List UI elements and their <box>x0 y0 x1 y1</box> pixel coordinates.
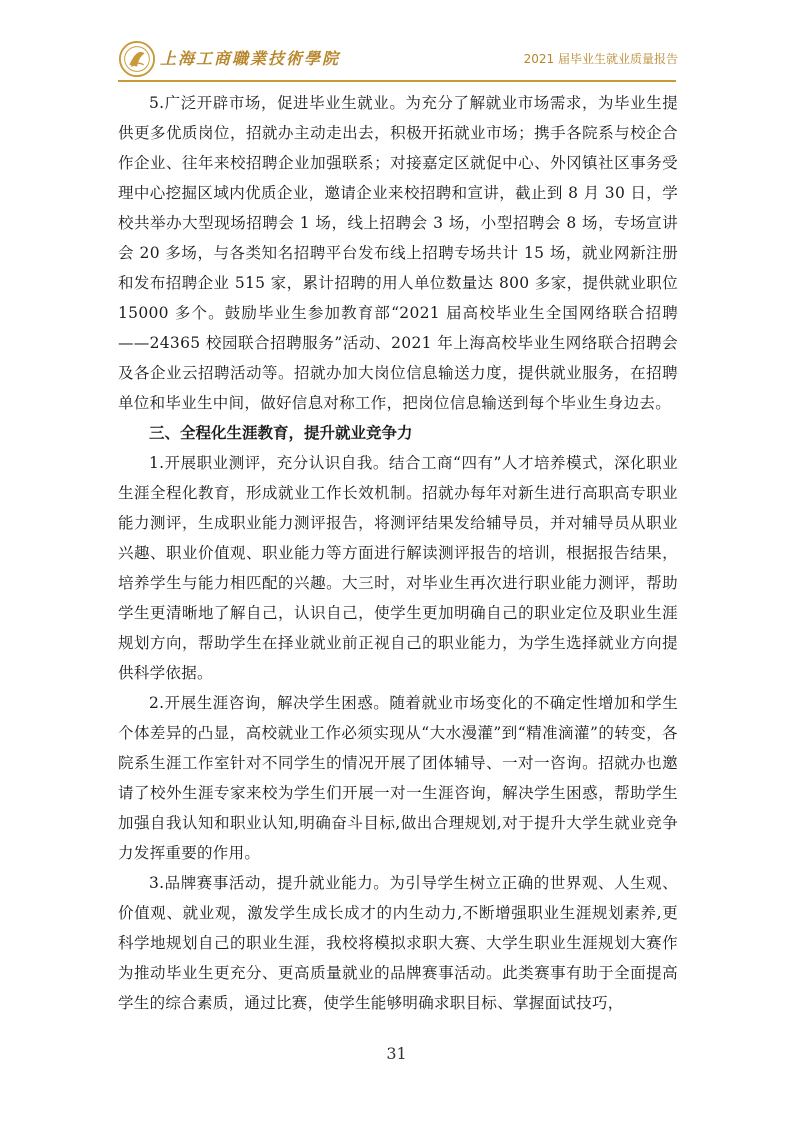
paragraph-counseling: 2.开展生涯咨询，解决学生困惑。随着就业市场变化的不确定性增加和学生个体差异的凸显，高校就业工作必须实现从“大水漫灌”到“精准滴灌”的转变，各院系生涯工作室针对不同学生的情况开展了团体辅导、一对一咨询。招就办也邀请了校外生涯专家来校为学生们开展一对一生涯咨询，解决学生困惑，帮助学生加强自我认知和职业认知,明确奋斗目标,做出合理规划,对于提升大学生就业竞争力发挥重要的作用。 <box>118 694 678 862</box>
school-name: 上海工商職業技術學院 <box>160 49 341 68</box>
page-header <box>118 40 678 80</box>
page-body <box>118 88 678 1018</box>
paragraph-assessment: 1.开展职业测评，充分认识自我。结合工商“四有”人才培养模式，深化职业生涯全程化教育，形成就业工作长效机制。招就办每年对新生进行高职高专职业能力测评，生成职业能力测评报告，将测评结果发给辅导员，并对辅导员从职业兴趣、职业价值观、职业能力等方面进行解读测评报告的培训，根据报告结果，培养学生与能力相匹配的兴趣。大三时，对毕业生再次进行职业能力测评，帮助学生更清晰地了解自己，认识自己，使学生更加明确自己的职业定位及职业生涯规划方向，帮助学生在择业就业前正视自己的职业能力，为学生选择就业方向提供科学依据。 <box>118 454 678 682</box>
section-heading: 三、全程化生涯教育，提升就业竞争力 <box>149 424 413 442</box>
school-emblem-icon <box>118 40 156 78</box>
page-number: 31 <box>386 1044 407 1063</box>
report-title: 2021 届毕业生就业质量报告 <box>523 52 678 66</box>
paragraph-competitions: 3.品牌赛事活动，提升就业能力。为引导学生树立正确的世界观、人生观、价值观、就业观，激发学生成长成才的内生动力,不断增强职业生涯规划素养,更科学地规划自己的职业生涯，我校将模拟求职大赛、大学生职业生涯规划大赛作为推动毕业生更充分、更高质量就业的品牌赛事活动。此类赛事有助于全面提高学生的综合素质，通过比赛，使学生能够明确求职目标、掌握面试技巧， <box>118 874 678 1012</box>
header-rule <box>118 80 676 82</box>
paragraph-market: 5.广泛开辟市场，促进毕业生就业。为充分了解就业市场需求，为毕业生提供更多优质岗位，招就办主动走出去，积极开拓就业市场；携手各院系与校企合作企业、往年来校招聘企业加强联系；对接嘉定区就促中心、外冈镇社区事务受理中心挖掘区域内优质企业，邀请企业来校招聘和宣讲，截止到 8 月 30 日，学校共举办大型现场招聘会 1 场，线上招聘会 3 场，小型招聘会 8 场，专场宣讲会 20 多场，与各类知名招聘平台发布线上招聘专场共计 15 场，就业网新注册和发布招聘企业 515 家，累计招聘的用人单位数量达 800 多家，提供就业职位 15000 多个。鼓励毕业生参加教育部“2021 届高校毕业生全国网络联合招聘——24365 校园联合招聘服务”活动、2021 年上海高校毕业生网络联合招聘会及各企业云招聘活动等。招就办加大岗位信息输送力度，提供就业服务，在招聘单位和毕业生中间，做好信息对称工作，把岗位信息输送到每个毕业生身边去。 <box>118 94 678 412</box>
